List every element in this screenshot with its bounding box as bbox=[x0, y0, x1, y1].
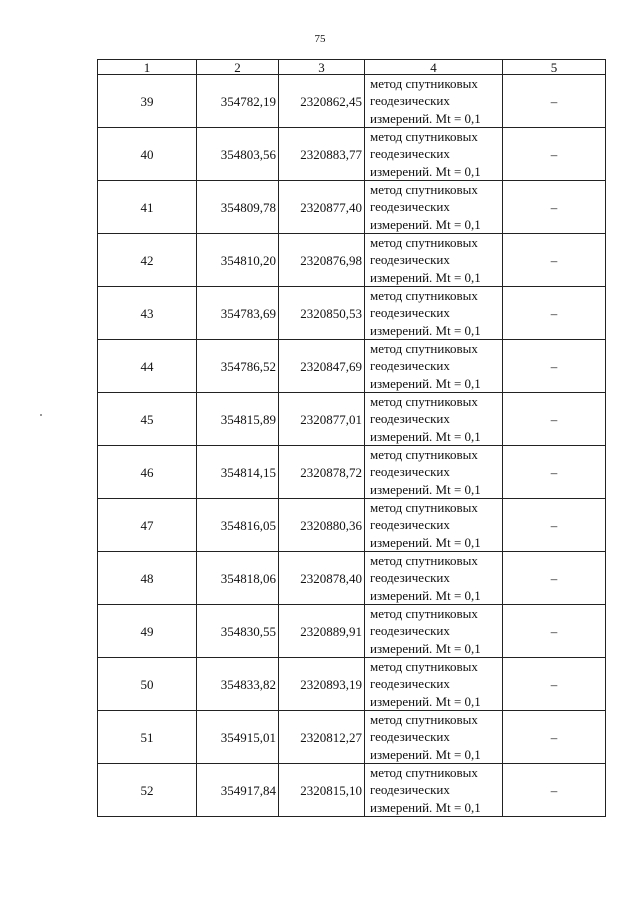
method-line: измерений. Mt = 0,1 bbox=[370, 587, 481, 603]
x-coordinate-cell: 354917,84 bbox=[197, 764, 279, 817]
method-cell bbox=[365, 446, 503, 499]
method-line: геодезических bbox=[370, 676, 450, 692]
method-line: метод спутниковых bbox=[370, 182, 478, 198]
y-coordinate-cell: 2320877,40 bbox=[279, 181, 365, 234]
point-number-cell: 50 bbox=[98, 658, 197, 711]
note-cell: – bbox=[503, 552, 606, 605]
scan-speck bbox=[40, 414, 42, 416]
y-coordinate-cell: 2320850,53 bbox=[279, 287, 365, 340]
method-line: геодезических bbox=[370, 93, 450, 109]
note-cell: – bbox=[503, 764, 606, 817]
method-cell bbox=[365, 128, 503, 181]
table-row bbox=[98, 181, 606, 234]
method-line: измерений. Mt = 0,1 bbox=[370, 110, 481, 126]
point-number-cell: 40 bbox=[98, 128, 197, 181]
table-row bbox=[98, 340, 606, 393]
table-row bbox=[98, 128, 606, 181]
header-cell: 5 bbox=[503, 60, 606, 75]
note-cell: – bbox=[503, 499, 606, 552]
method-line: измерений. Mt = 0,1 bbox=[370, 216, 481, 232]
method-cell bbox=[365, 287, 503, 340]
method-line: измерений. Mt = 0,1 bbox=[370, 269, 481, 285]
table-row bbox=[98, 75, 606, 128]
method-line: измерений. Mt = 0,1 bbox=[370, 163, 481, 179]
method-line: геодезических bbox=[370, 305, 450, 321]
table-row bbox=[98, 605, 606, 658]
x-coordinate-cell: 354814,15 bbox=[197, 446, 279, 499]
note-cell: – bbox=[503, 605, 606, 658]
note-cell: – bbox=[503, 340, 606, 393]
point-number-cell: 52 bbox=[98, 764, 197, 817]
note-cell: – bbox=[503, 234, 606, 287]
method-cell bbox=[365, 658, 503, 711]
method-line: геодезических bbox=[370, 199, 450, 215]
table-row bbox=[98, 499, 606, 552]
method-line: геодезических bbox=[370, 146, 450, 162]
method-line: измерений. Mt = 0,1 bbox=[370, 799, 481, 815]
method-line: метод спутниковых bbox=[370, 659, 478, 675]
method-line: измерений. Mt = 0,1 bbox=[370, 534, 481, 550]
method-line: метод спутниковых bbox=[370, 129, 478, 145]
method-line: измерений. Mt = 0,1 bbox=[370, 481, 481, 497]
x-coordinate-cell: 354786,52 bbox=[197, 340, 279, 393]
method-cell bbox=[365, 499, 503, 552]
method-line: геодезических bbox=[370, 729, 450, 745]
y-coordinate-cell: 2320876,98 bbox=[279, 234, 365, 287]
note-cell: – bbox=[503, 181, 606, 234]
y-coordinate-cell: 2320847,69 bbox=[279, 340, 365, 393]
y-coordinate-cell: 2320862,45 bbox=[279, 75, 365, 128]
method-cell bbox=[365, 711, 503, 764]
y-coordinate-cell: 2320883,77 bbox=[279, 128, 365, 181]
header-cell: 4 bbox=[365, 60, 503, 75]
note-cell: – bbox=[503, 128, 606, 181]
note-cell: – bbox=[503, 287, 606, 340]
method-line: метод спутниковых bbox=[370, 712, 478, 728]
table-row bbox=[98, 287, 606, 340]
method-line: геодезических bbox=[370, 782, 450, 798]
point-number-cell: 46 bbox=[98, 446, 197, 499]
note-cell: – bbox=[503, 393, 606, 446]
header-cell: 3 bbox=[279, 60, 365, 75]
method-line: геодезических bbox=[370, 517, 450, 533]
y-coordinate-cell: 2320815,10 bbox=[279, 764, 365, 817]
x-coordinate-cell: 354783,69 bbox=[197, 287, 279, 340]
method-line: метод спутниковых bbox=[370, 606, 478, 622]
method-line: метод спутниковых bbox=[370, 500, 478, 516]
method-line: геодезических bbox=[370, 358, 450, 374]
method-line: метод спутниковых bbox=[370, 394, 478, 410]
x-coordinate-cell: 354915,01 bbox=[197, 711, 279, 764]
note-cell: – bbox=[503, 711, 606, 764]
method-line: метод спутниковых bbox=[370, 341, 478, 357]
method-line: метод спутниковых bbox=[370, 765, 478, 781]
method-line: измерений. Mt = 0,1 bbox=[370, 322, 481, 338]
header-cell: 2 bbox=[197, 60, 279, 75]
table-row bbox=[98, 234, 606, 287]
method-line: метод спутниковых bbox=[370, 288, 478, 304]
method-cell bbox=[365, 181, 503, 234]
x-coordinate-cell: 354818,06 bbox=[197, 552, 279, 605]
x-coordinate-cell: 354816,05 bbox=[197, 499, 279, 552]
method-cell bbox=[365, 393, 503, 446]
table-row bbox=[98, 393, 606, 446]
y-coordinate-cell: 2320893,19 bbox=[279, 658, 365, 711]
method-cell bbox=[365, 764, 503, 817]
method-line: метод спутниковых bbox=[370, 553, 478, 569]
x-coordinate-cell: 354815,89 bbox=[197, 393, 279, 446]
header-cell: 1 bbox=[98, 60, 197, 75]
table-row bbox=[98, 552, 606, 605]
table-row bbox=[98, 446, 606, 499]
point-number-cell: 43 bbox=[98, 287, 197, 340]
note-cell: – bbox=[503, 75, 606, 128]
method-line: метод спутниковых bbox=[370, 235, 478, 251]
y-coordinate-cell: 2320812,27 bbox=[279, 711, 365, 764]
method-cell bbox=[365, 605, 503, 658]
method-line: геодезических bbox=[370, 252, 450, 268]
method-line: измерений. Mt = 0,1 bbox=[370, 375, 481, 391]
table-row bbox=[98, 658, 606, 711]
method-line: измерений. Mt = 0,1 bbox=[370, 693, 481, 709]
point-number-cell: 44 bbox=[98, 340, 197, 393]
point-number-cell: 47 bbox=[98, 499, 197, 552]
table-header-row bbox=[98, 60, 606, 75]
note-cell: – bbox=[503, 658, 606, 711]
x-coordinate-cell: 354803,56 bbox=[197, 128, 279, 181]
method-line: измерений. Mt = 0,1 bbox=[370, 640, 481, 656]
point-number-cell: 51 bbox=[98, 711, 197, 764]
y-coordinate-cell: 2320880,36 bbox=[279, 499, 365, 552]
method-line: геодезических bbox=[370, 411, 450, 427]
method-cell bbox=[365, 340, 503, 393]
page-number: 75 bbox=[314, 33, 326, 45]
x-coordinate-cell: 354810,20 bbox=[197, 234, 279, 287]
method-line: измерений. Mt = 0,1 bbox=[370, 746, 481, 762]
table-row bbox=[98, 764, 606, 817]
method-line: геодезических bbox=[370, 623, 450, 639]
point-number-cell: 48 bbox=[98, 552, 197, 605]
point-number-cell: 42 bbox=[98, 234, 197, 287]
table-row bbox=[98, 711, 606, 764]
x-coordinate-cell: 354782,19 bbox=[197, 75, 279, 128]
method-line: метод спутниковых bbox=[370, 76, 478, 92]
x-coordinate-cell: 354830,55 bbox=[197, 605, 279, 658]
method-line: геодезических bbox=[370, 464, 450, 480]
y-coordinate-cell: 2320877,01 bbox=[279, 393, 365, 446]
method-cell bbox=[365, 234, 503, 287]
method-cell bbox=[365, 552, 503, 605]
method-line: измерений. Mt = 0,1 bbox=[370, 428, 481, 444]
y-coordinate-cell: 2320878,72 bbox=[279, 446, 365, 499]
x-coordinate-cell: 354809,78 bbox=[197, 181, 279, 234]
note-cell: – bbox=[503, 446, 606, 499]
y-coordinate-cell: 2320889,91 bbox=[279, 605, 365, 658]
coordinates-table bbox=[97, 59, 606, 817]
method-cell bbox=[365, 75, 503, 128]
method-line: геодезических bbox=[370, 570, 450, 586]
point-number-cell: 49 bbox=[98, 605, 197, 658]
point-number-cell: 41 bbox=[98, 181, 197, 234]
point-number-cell: 39 bbox=[98, 75, 197, 128]
x-coordinate-cell: 354833,82 bbox=[197, 658, 279, 711]
table-body bbox=[98, 60, 606, 817]
point-number-cell: 45 bbox=[98, 393, 197, 446]
method-line: метод спутниковых bbox=[370, 447, 478, 463]
y-coordinate-cell: 2320878,40 bbox=[279, 552, 365, 605]
